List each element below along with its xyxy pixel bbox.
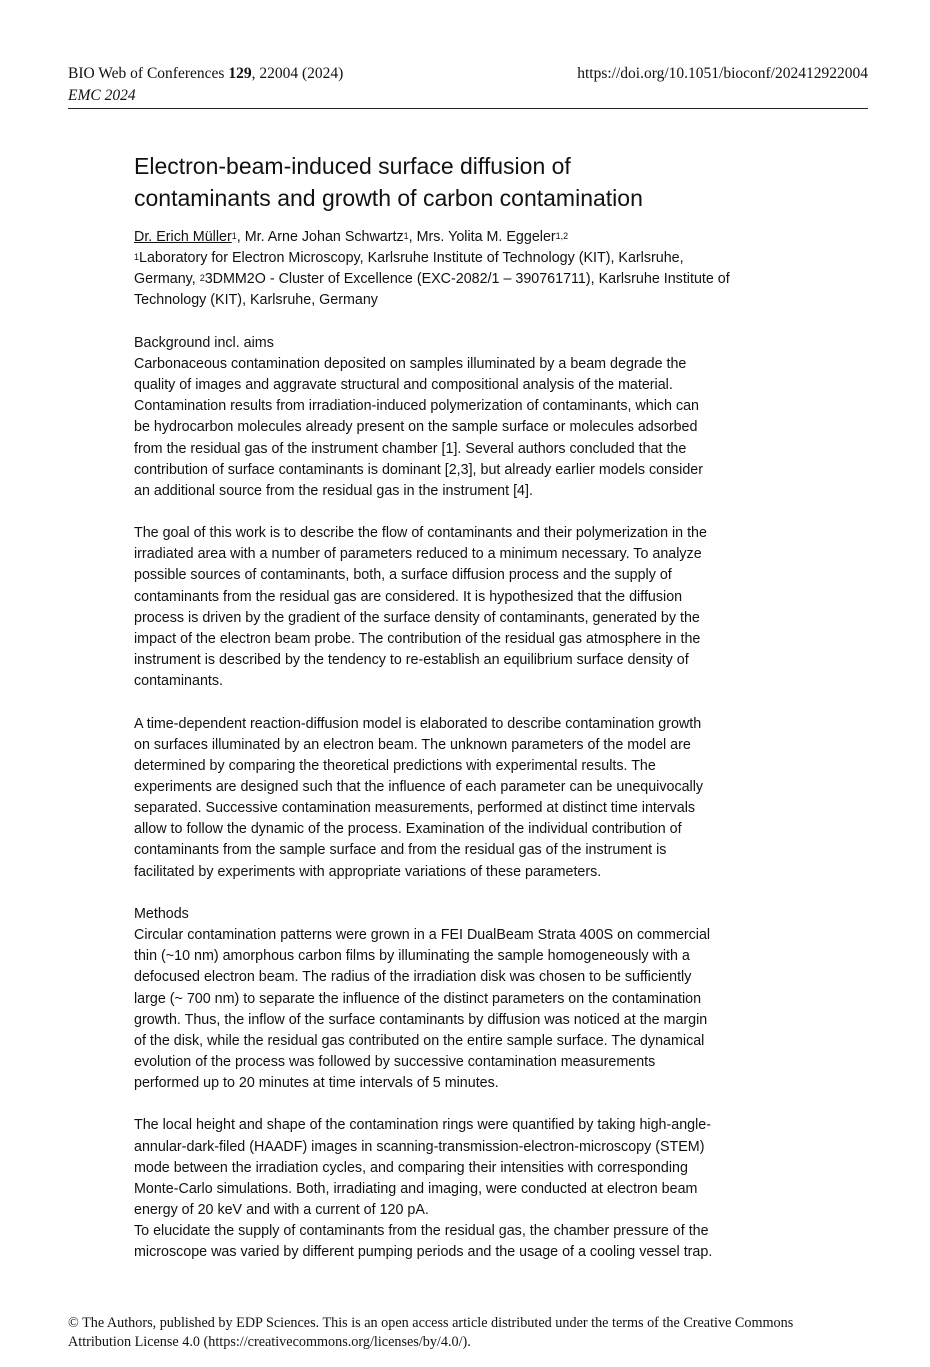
author-name: Mrs. Yolita M. Eggeler bbox=[416, 229, 556, 245]
text-line: be hydrocarbon molecules already present on the sample surface or molecules adsorbed bbox=[134, 419, 698, 436]
running-header-journal bbox=[68, 64, 343, 84]
license-footer bbox=[68, 1314, 868, 1352]
text-line: The local height and shape of the contamination rings were quantified by taking high-angle- bbox=[134, 1117, 712, 1134]
text-line: irradiated area with a number of parameters reduced to a minimum necessary. To analyze bbox=[134, 546, 702, 563]
text-line: growth. Thus, the inflow of the surface contaminants by diffusion was noticed at the margin bbox=[134, 1011, 708, 1028]
text-line: an additional source from the residual gas in the instrument [4]. bbox=[134, 482, 533, 499]
text-line: of the disk, while the residual gas contributed on the entire sample surface. The dynamical bbox=[134, 1032, 705, 1049]
paper-title: Electron-beam-induced surface diffusion of contaminants and growth of carbon contamination bbox=[134, 153, 643, 211]
text-line: defocused electron beam. The radius of the irradiation disk was chosen to be sufficiently bbox=[134, 969, 692, 986]
text-line: impact of the electron beam probe. The contribution of the residual gas atmosphere in the bbox=[134, 630, 701, 647]
text-line: microscope was varied by different pumping periods and the usage of a cooling vessel trap. bbox=[134, 1244, 713, 1261]
running-header-conference: EMC 2024 bbox=[68, 87, 136, 104]
text-line: annular-dark-filed (HAADF) images in scanning-transmission-electron-microscopy (STEM) bbox=[134, 1138, 705, 1155]
text-line: instrument is described by the tendency to re-establish an equilibrium surface density of bbox=[134, 652, 689, 669]
text-line: thin (~10 nm) amorphous carbon films by illuminating the sample homogeneously with a bbox=[134, 948, 690, 965]
text-line: Monte-Carlo simulations. Both, irradiating and imaging, were conducted at electron beam bbox=[134, 1180, 698, 1197]
text-line: facilitated by experiments with appropriate variations of these parameters. bbox=[134, 863, 602, 880]
text-line: Carbonaceous contamination deposited on samples illuminated by a beam degrade the bbox=[134, 355, 687, 372]
header-rule bbox=[68, 108, 868, 109]
text-line: Circular contamination patterns were grown in a FEI DualBeam Strata 400S on commercial bbox=[134, 927, 711, 944]
text-line: on surfaces illuminated by an electron beam. The unknown parameters of the model are bbox=[134, 736, 691, 753]
author-list: Dr. Erich Müller$^1$, Mr. Arne Johan Schwartz$^1$, Mrs. Yolita M. Eggeler$^{1,2}$ bbox=[134, 229, 569, 245]
author-name: Dr. Erich Müller bbox=[134, 229, 232, 245]
text-line: The goal of this work is to describe the flow of contaminants and their polymerization in the bbox=[134, 525, 707, 542]
license-link[interactable]: Attribution License 4.0 (https://creativecommons.org/licenses/by/4.0/). bbox=[68, 1334, 471, 1350]
text-line: contaminants. bbox=[134, 673, 224, 690]
text-line: experiments are designed such that the influence of each parameter can be unequivocally bbox=[134, 779, 704, 796]
methods-paragraph-1 bbox=[134, 925, 804, 1094]
text-line: A time-dependent reaction-diffusion model is elaborated to describe contamination growth bbox=[134, 715, 702, 732]
journal-volume: 129 bbox=[228, 65, 252, 82]
text-line: process is driven by the gradient of the surface density of contaminants, generated by the bbox=[134, 609, 700, 626]
text-line: Contamination results from irradiation-induced polymerization of contaminants, which can bbox=[134, 398, 699, 415]
background-paragraph-1 bbox=[134, 354, 804, 502]
license-line: © The Authors, published by EDP Sciences. This is an open access article distributed under the terms of the Creative Commons bbox=[68, 1315, 794, 1331]
text-line: To elucidate the supply of contaminants from the residual gas, the chamber pressure of the bbox=[134, 1223, 709, 1240]
text-line: contaminants from the residual gas are considered. It is hypothesized that the diffusion bbox=[134, 588, 683, 605]
text-line: separated. Successive contamination measurements, performed at distinct time intervals bbox=[134, 800, 696, 817]
text-line: allow to follow the dynamic of the process. Examination of the individual contribution of bbox=[134, 821, 682, 838]
text-line: energy of 20 keV and with a current of 120 pA. bbox=[134, 1202, 429, 1219]
text-line: contaminants from the sample surface and from the residual gas of the instrument is bbox=[134, 842, 667, 859]
affiliations: $^1$Laboratory for Electron Microscopy, Karlsruhe Institute of Technology (KIT), Karlsruhe, Germany, $^2$3DMM2O - Cluster of Excellence (EXC-2082/1 – 390761711), Karlsruhe Institute of Technology (KIT), Karlsruhe, Germany bbox=[134, 250, 730, 309]
methods-paragraph-2 bbox=[134, 1115, 804, 1263]
background-paragraph-3 bbox=[134, 714, 804, 883]
text-line: from the residual gas of the instrument chamber [1]. Several authors concluded that the bbox=[134, 440, 687, 457]
author-name: Mr. Arne Johan Schwartz bbox=[244, 229, 404, 245]
text-line: performed up to 20 minutes at time intervals of 5 minutes. bbox=[134, 1075, 499, 1092]
text-line: quality of images and aggravate structural and compositional analysis of the material. bbox=[134, 377, 673, 394]
article-number: , 22004 (2024) bbox=[251, 65, 344, 82]
section-heading-methods: Methods bbox=[134, 905, 189, 922]
doi-link[interactable]: https://doi.org/10.1051/bioconf/202412922004 bbox=[577, 65, 868, 82]
background-paragraph-2 bbox=[134, 523, 804, 692]
section-heading-background: Background incl. aims bbox=[134, 334, 274, 351]
journal-name: BIO Web of Conferences bbox=[68, 65, 229, 82]
text-line: evolution of the process was followed by successive contamination measurements bbox=[134, 1054, 656, 1071]
text-line: contribution of surface contaminants is dominant [2,3], but already earlier models consider bbox=[134, 461, 703, 478]
text-line: determined by comparing the theoretical predictions with experimental results. The bbox=[134, 757, 656, 774]
paper-body bbox=[134, 150, 804, 1264]
text-line: large (~ 700 nm) to separate the influence of the distinct parameters on the contamination bbox=[134, 990, 702, 1007]
text-line: possible sources of contaminants, both, a surface diffusion process and the supply of bbox=[134, 567, 672, 584]
text-line: mode between the irradiation cycles, and comparing their intensities with corresponding bbox=[134, 1159, 688, 1176]
